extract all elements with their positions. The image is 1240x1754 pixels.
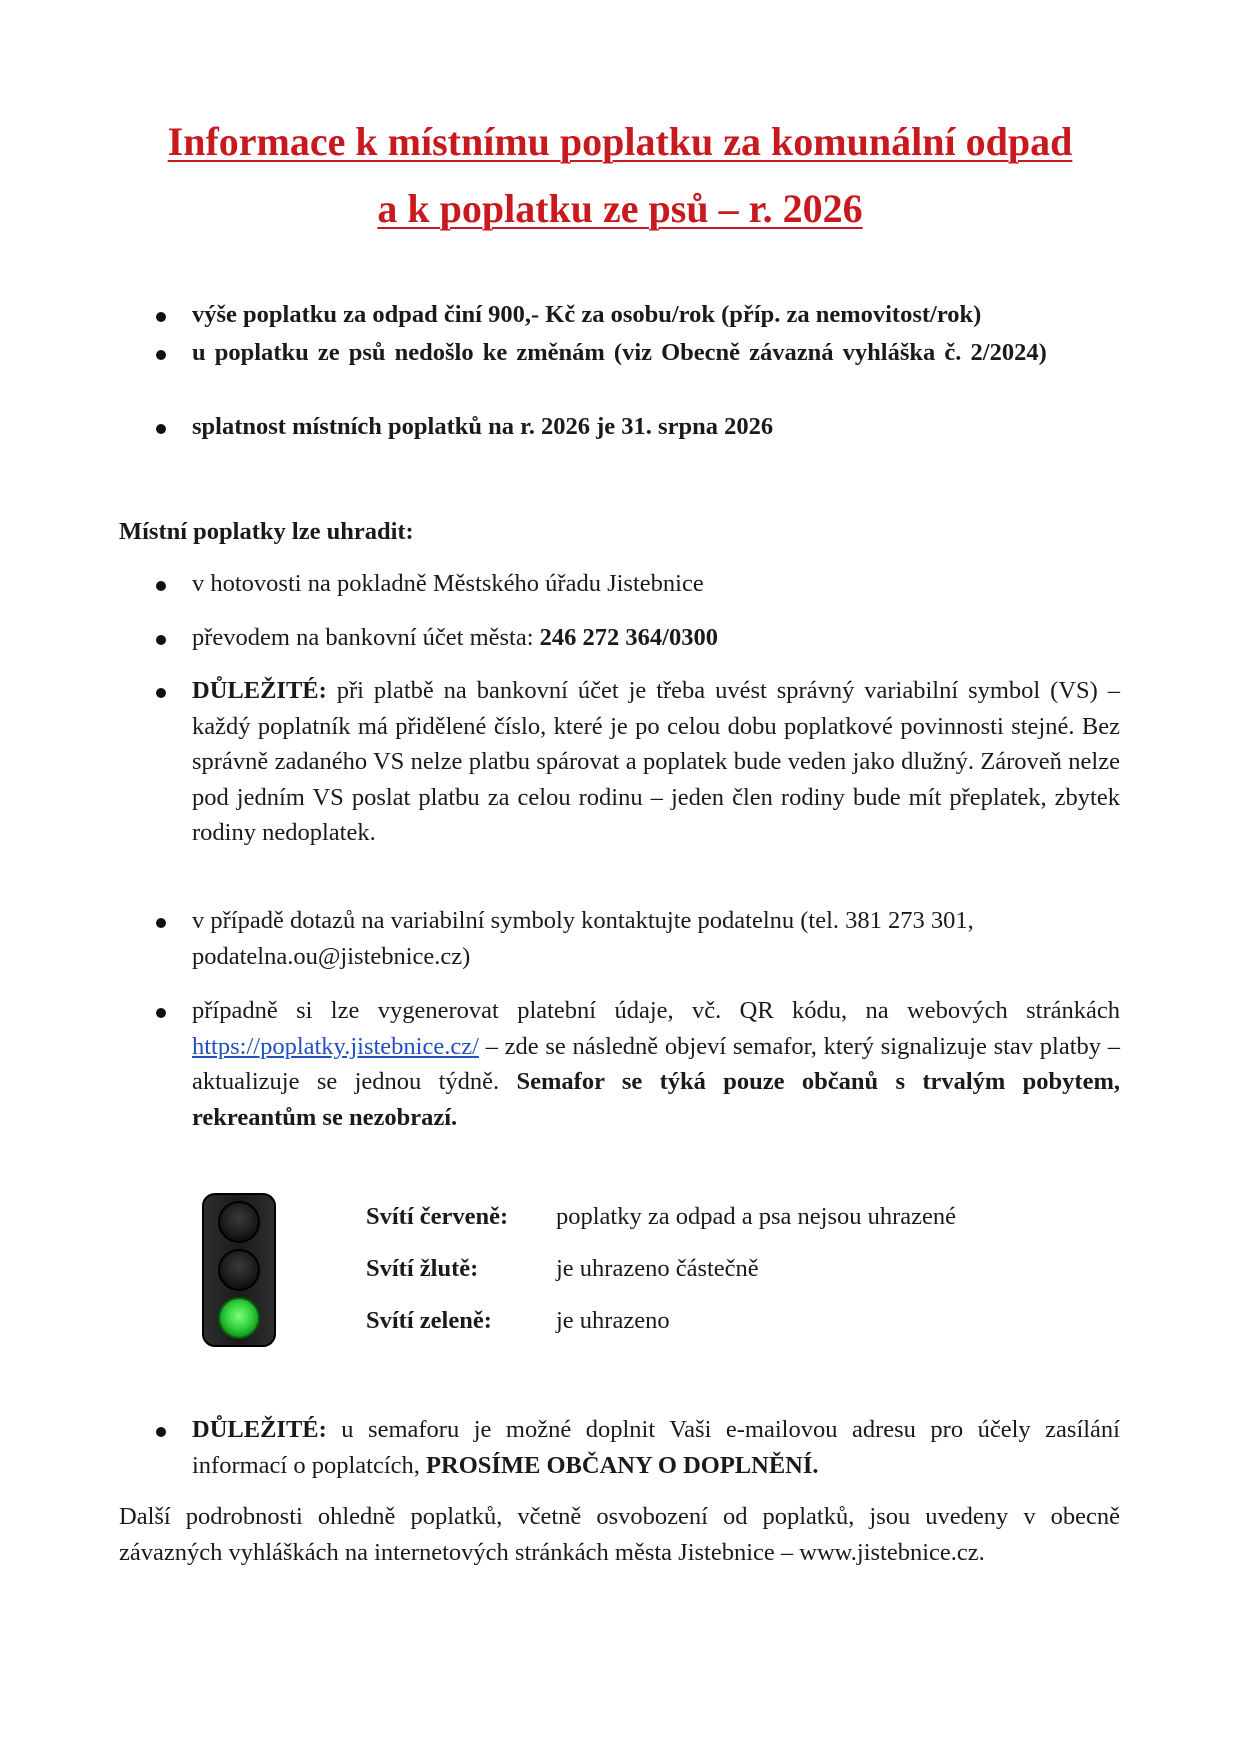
bullet-icon <box>156 581 166 591</box>
legend-label: Svítí červeně: <box>366 1203 509 1230</box>
email-note-request: PROSÍME OBČANY O DOPLNĚNÍ. <box>426 1451 819 1479</box>
yellow-lamp <box>219 1250 259 1290</box>
bullet-icon <box>156 424 166 434</box>
summary-item-due-date: splatnost místních poplatků na r. 2026 je 31. srpna 2026 <box>192 413 774 440</box>
bullet-icon <box>156 350 166 360</box>
summary-item-fee: výše poplatku za odpad činí 900,- Kč za osobu/rok (příp. za nemovitost/rok) <box>192 301 982 328</box>
document-title-line-1: Informace k místnímu poplatku za komunální odpad <box>167 119 1073 164</box>
legend-value: je uhrazeno <box>556 1307 670 1334</box>
semafor-note: Semafor se týká pouze občanů s trvalým pobytem, rekreantům se nezobrazí. <box>192 1068 1120 1131</box>
summary-item-dogs: u poplatku ze psů nedošlo ke změnám (viz Obecně závazná vyhláška č. 2/2024) <box>192 339 1047 366</box>
traffic-light-icon <box>201 1193 277 1348</box>
important-label: DŮLEŽITÉ: <box>192 677 327 704</box>
generate-suffix: – zde se následně objeví semafor, který signalizuje stav platby – aktualizuje se jednou týdně. <box>192 1032 1120 1095</box>
email-note <box>192 1412 1120 1483</box>
generate-text: případně si lze vygenerovat platební údaje, vč. QR kódu, na webových stránkách <box>192 997 1120 1024</box>
bullet-icon <box>156 918 166 928</box>
payment-item-cash: v hotovosti na pokladně Městského úřadu Jistebnice <box>192 570 704 597</box>
payments-portal-link[interactable]: https://poplatky.jistebnice.cz/ <box>192 1032 479 1060</box>
payment-item-generate <box>192 993 1120 1135</box>
transfer-text: převodem na bankovní účet města: <box>192 624 540 651</box>
bullet-icon <box>156 312 166 322</box>
email-note-text: u semaforu je možné doplnit Vaši e-mailovou adresu pro účely zasílání informací o poplatcích, <box>192 1416 1120 1479</box>
email-note-label: DŮLEŽITÉ: <box>192 1416 327 1443</box>
payment-item-transfer <box>192 620 1120 656</box>
legend-value: je uhrazeno částečně <box>556 1255 759 1282</box>
important-text: při platbě na bankovní účet je třeba uvést správný variabilní symbol (VS) – každý poplatník má přidělené číslo, které je po celou dobu poplatkové povinnosti stejné. Bez správně zadaného VS nelze platbu spárovat a poplatek bude veden jako dlužný. Zároveň nelze pod jedním VS poslat platbu za celou rodinu – jeden člen rodiny bude mít přeplatek, zbytek rodiny nedoplatek. <box>192 677 1120 846</box>
document-title-line-2: a k poplatku ze psů – r. 2026 <box>377 186 863 231</box>
bullet-icon <box>156 1008 166 1018</box>
bullet-icon <box>156 1427 166 1437</box>
legend-value: poplatky za odpad a psa nejsou uhrazené <box>556 1203 957 1230</box>
legend-label: Svítí zeleně: <box>366 1307 492 1334</box>
footer-paragraph: Další podrobnosti ohledně poplatků, včetně osvobození od poplatků, jsou uvedeny v obecně závazných vyhláškách na internetových stránkách města Jistebnice – www.jistebnice.cz. <box>119 1503 1120 1566</box>
payment-item-contact: v případě dotazů na variabilní symboly kontaktujte podatelnu (tel. 381 273 301, podatelna.ou@jistebnice.cz) <box>192 907 974 970</box>
bullet-icon <box>156 635 166 645</box>
bullet-icon <box>156 688 166 698</box>
legend-label: Svítí žlutě: <box>366 1255 479 1282</box>
red-lamp <box>219 1202 259 1242</box>
green-lamp <box>219 1298 259 1338</box>
bank-account-number: 246 272 364/0300 <box>539 624 718 651</box>
payment-item-important <box>192 673 1120 851</box>
payment-heading: Místní poplatky lze uhradit: <box>119 518 414 545</box>
